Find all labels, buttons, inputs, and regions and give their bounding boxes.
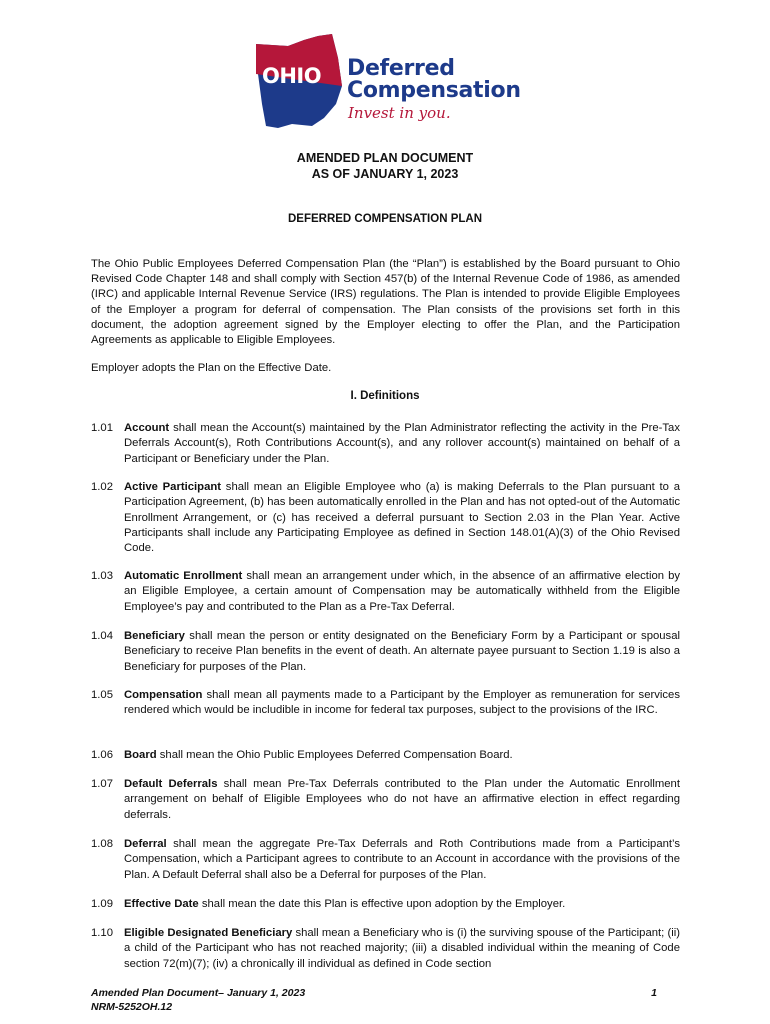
definition-text: shall mean the Ohio Public Employees Deferred Compensation Board. bbox=[156, 749, 513, 761]
definition-number: 1.01 bbox=[91, 422, 113, 434]
page-footer bbox=[91, 986, 680, 1014]
definition-number: 1.08 bbox=[91, 838, 113, 850]
definition-term: Board bbox=[124, 749, 157, 761]
definition-item bbox=[91, 837, 680, 883]
logo-ohio-text: OHIO bbox=[262, 64, 322, 88]
definition-term: Effective Date bbox=[124, 898, 199, 910]
definition-text: shall mean the date this Plan is effective upon adoption by the Employer. bbox=[198, 898, 566, 910]
definition-item bbox=[91, 421, 680, 467]
footer-document-code: NRM-5252OH.12 bbox=[91, 1001, 173, 1013]
definition-term: Active Participant bbox=[124, 481, 222, 493]
definition-number: 1.10 bbox=[91, 927, 113, 939]
definition-item bbox=[91, 688, 680, 719]
definition-item bbox=[91, 569, 680, 615]
definition-item bbox=[91, 897, 680, 912]
definition-text: shall mean a Beneficiary who is (i) the surviving spouse of the Participant; (ii) a child of the Participant who has not reached majority; (iii) a disabled individual within the meaning of Code section 72(m)(7); (iv) a chronically ill individual as defined in Code section bbox=[124, 927, 680, 970]
document-title-line1: AMENDED PLAN DOCUMENT bbox=[296, 151, 474, 165]
definition-term: Default Deferrals bbox=[124, 778, 218, 790]
definition-term: Account bbox=[124, 422, 170, 434]
definition-term: Eligible Designated Beneficiary bbox=[124, 927, 293, 939]
definition-item bbox=[91, 480, 680, 556]
logo-compensation-text: Compensation bbox=[347, 78, 521, 103]
definition-text: shall mean an Eligible Employee who (a) is making Deferrals to the Plan pursuant to a Participation Agreement, (b) has been automatically enrolled in the Plan and has not opted-out of the Automatic Enrollment Arrangement, or (c) has received a deferral pursuant to Section 2.03 in the Plan Year. Active Participants shall include any Participating Employee as defined in Section 148.01(A)(3) of the Ohio Revised Code. bbox=[124, 481, 680, 555]
definition-text: shall mean the aggregate Pre-Tax Deferrals and Roth Contributions made from a Participant’s Compensation, which a Participant agrees to contribute to an Account in accordance with the provisions of the Plan. A Default Deferral shall also be a Deferral for purposes of the Plan. bbox=[124, 838, 680, 881]
intro-paragraph: The Ohio Public Employees Deferred Compensation Plan (the “Plan”) is established by the Board pursuant to Ohio Revised Code Chapter 148 and shall comply with Section 457(b) of the Internal Revenue Code of 1986, as amended (IRC) and applicable Internal Revenue Service (IRS) regulations. The Plan is intended to provide Eligible Employees of the Employer a program for deferral of compensation. The Plan consists of the provisions set forth in this document, the adoption agreement signed by the Employer electing to offer the Plan, and the Participation Agreements as applicable to Eligible Employees. bbox=[91, 258, 680, 347]
definition-item bbox=[91, 629, 680, 675]
definition-term: Deferral bbox=[124, 838, 167, 850]
definition-text: shall mean the Account(s) maintained by the Plan Administrator reflecting the activity in the Pre-Tax Deferrals Account(s), Roth Contributions Account(s), and any rollover account(s) maintained on behalf of a Participant or Beneficiary under the Plan. bbox=[124, 422, 680, 465]
definition-text: shall mean an arrangement under which, in the absence of an affirmative election by an Eligible Employee, a certain amount of Compensation may be automatically withheld from the Eligible Employee’s pay and contributed to the Plan as a Pre-Tax Deferral. bbox=[124, 570, 681, 613]
definition-text: shall mean Pre-Tax Deferrals contributed to the Plan under the Automatic Enrollment arrangement on behalf of Eligible Employees who do not have an affirmative election in effect regarding deferrals. bbox=[124, 778, 680, 821]
ohio-deferred-compensation-logo bbox=[252, 34, 522, 130]
definition-number: 1.05 bbox=[91, 689, 113, 701]
logo-deferred-text: Deferred bbox=[347, 56, 455, 81]
footer-document-name: Amended Plan Document– January 1, 2023 bbox=[91, 987, 306, 999]
definition-number: 1.09 bbox=[91, 898, 113, 910]
definition-term: Automatic Enrollment bbox=[124, 570, 243, 582]
logo-tagline: Invest in you. bbox=[348, 104, 451, 122]
definition-item bbox=[91, 777, 680, 823]
definition-item bbox=[91, 926, 680, 972]
adoption-paragraph: Employer adopts the Plan on the Effective Date. bbox=[91, 362, 332, 374]
definition-text: shall mean all payments made to a Participant by the Employer as remuneration for services rendered which would be includible in income for federal tax purposes, subject to the provisions of the IRC. bbox=[124, 689, 680, 717]
definition-term: Beneficiary bbox=[124, 630, 185, 642]
section-heading-definitions: I. Definitions bbox=[350, 390, 420, 402]
definition-number: 1.02 bbox=[91, 481, 113, 493]
definition-text: shall mean the person or entity designated on the Beneficiary Form by a Participant or spousal Beneficiary to receive Plan benefits in the event of death. An alternate payee pursuant to Section 1.19 is also a Beneficiary for purposes of the Plan. bbox=[124, 630, 680, 673]
definition-number: 1.07 bbox=[91, 778, 113, 790]
definition-term: Compensation bbox=[124, 689, 203, 701]
definition-number: 1.06 bbox=[91, 749, 113, 761]
definition-number: 1.03 bbox=[91, 570, 113, 582]
definition-number: 1.04 bbox=[91, 630, 113, 642]
document-subtitle: DEFERRED COMPENSATION PLAN bbox=[287, 213, 483, 225]
page-number: 1 bbox=[651, 987, 657, 999]
definition-item bbox=[91, 748, 680, 763]
document-title-line2: AS OF JANUARY 1, 2023 bbox=[311, 167, 459, 181]
